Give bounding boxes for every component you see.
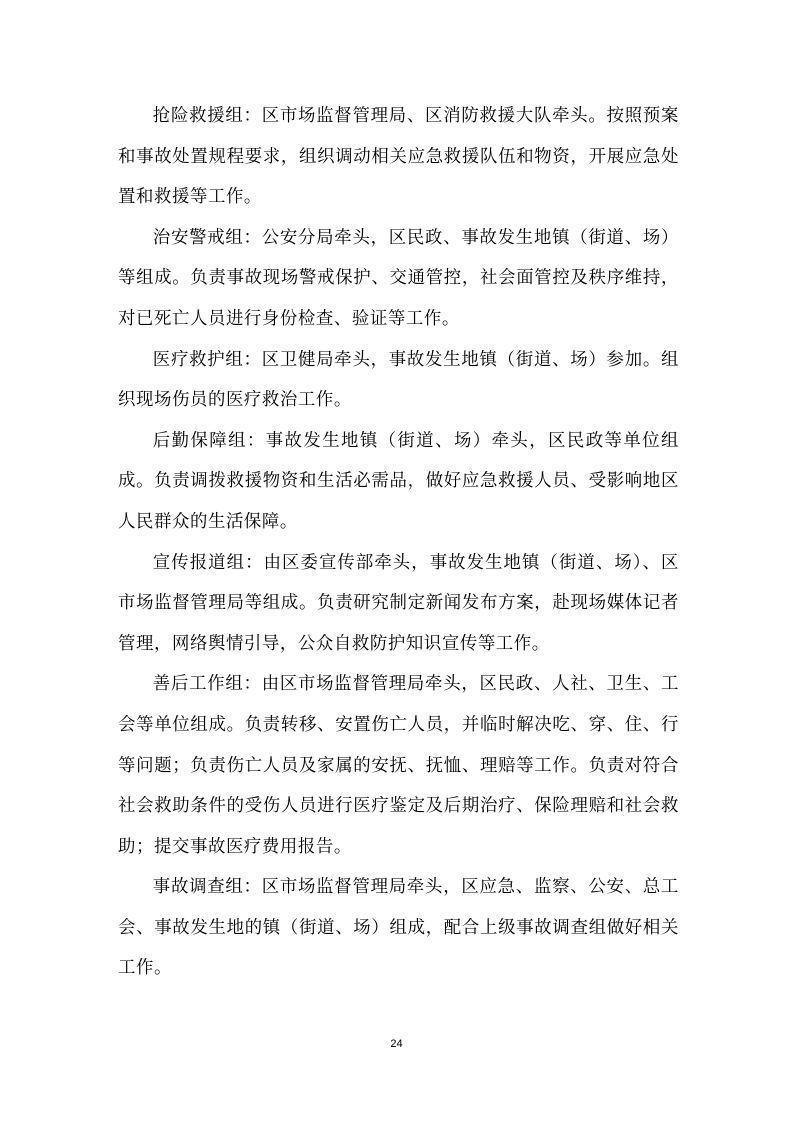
paragraph-publicity-group: 宣传报道组：由区委宣传部牵头，事故发生地镇（街道、场）、区市场监督管理局等组成。负责研究制定新闻发布方案，赴现场媒体记者管理，网络舆情引导，公众自救防护知识宣传等工作。 bbox=[118, 552, 679, 654]
paragraph-medical-group: 医疗救护组：区卫健局牵头，事故发生地镇（街道、场）参加。组织现场伤员的医疗救治工作。 bbox=[118, 349, 679, 411]
paragraph-rescue-group: 抢险救援组：区市场监督管理局、区消防救援大队牵头。按照预案和事故处置规程要求，组织调动相关应急救援队伍和物资，开展应急处置和救援等工作。 bbox=[118, 106, 679, 208]
page-number: 24 bbox=[390, 1038, 403, 1050]
paragraph-aftermath-group: 善后工作组：由区市场监督管理局牵头，区民政、人社、卫生、工会等单位组成。负责转移、安置伤亡人员，并临时解决吃、穿、住、行等问题；负责伤亡人员及家属的安抚、抚恤、理赔等工作。负责对符合社会救助条件的受伤人员进行医疗鉴定及后期治疗、保险理赔和社会救助；提交事故医疗费用报告。 bbox=[118, 674, 679, 857]
document-body bbox=[118, 96, 679, 989]
paragraph-investigation-group: 事故调查组：区市场监督管理局牵头，区应急、监察、公安、总工会、事故发生地的镇（街道、场）组成，配合上级事故调查组做好相关工作。 bbox=[118, 877, 679, 979]
paragraph-security-group: 治安警戒组：公安分局牵头，区民政、事故发生地镇（街道、场）等组成。负责事故现场警戒保护、交通管控，社会面管控及秩序维持，对已死亡人员进行身份检查、验证等工作。 bbox=[118, 227, 679, 329]
paragraph-logistics-group: 后勤保障组：事故发生地镇（街道、场）牵头，区民政等单位组成。负责调拨救援物资和生活必需品，做好应急救援人员、受影响地区人民群众的生活保障。 bbox=[118, 430, 679, 532]
